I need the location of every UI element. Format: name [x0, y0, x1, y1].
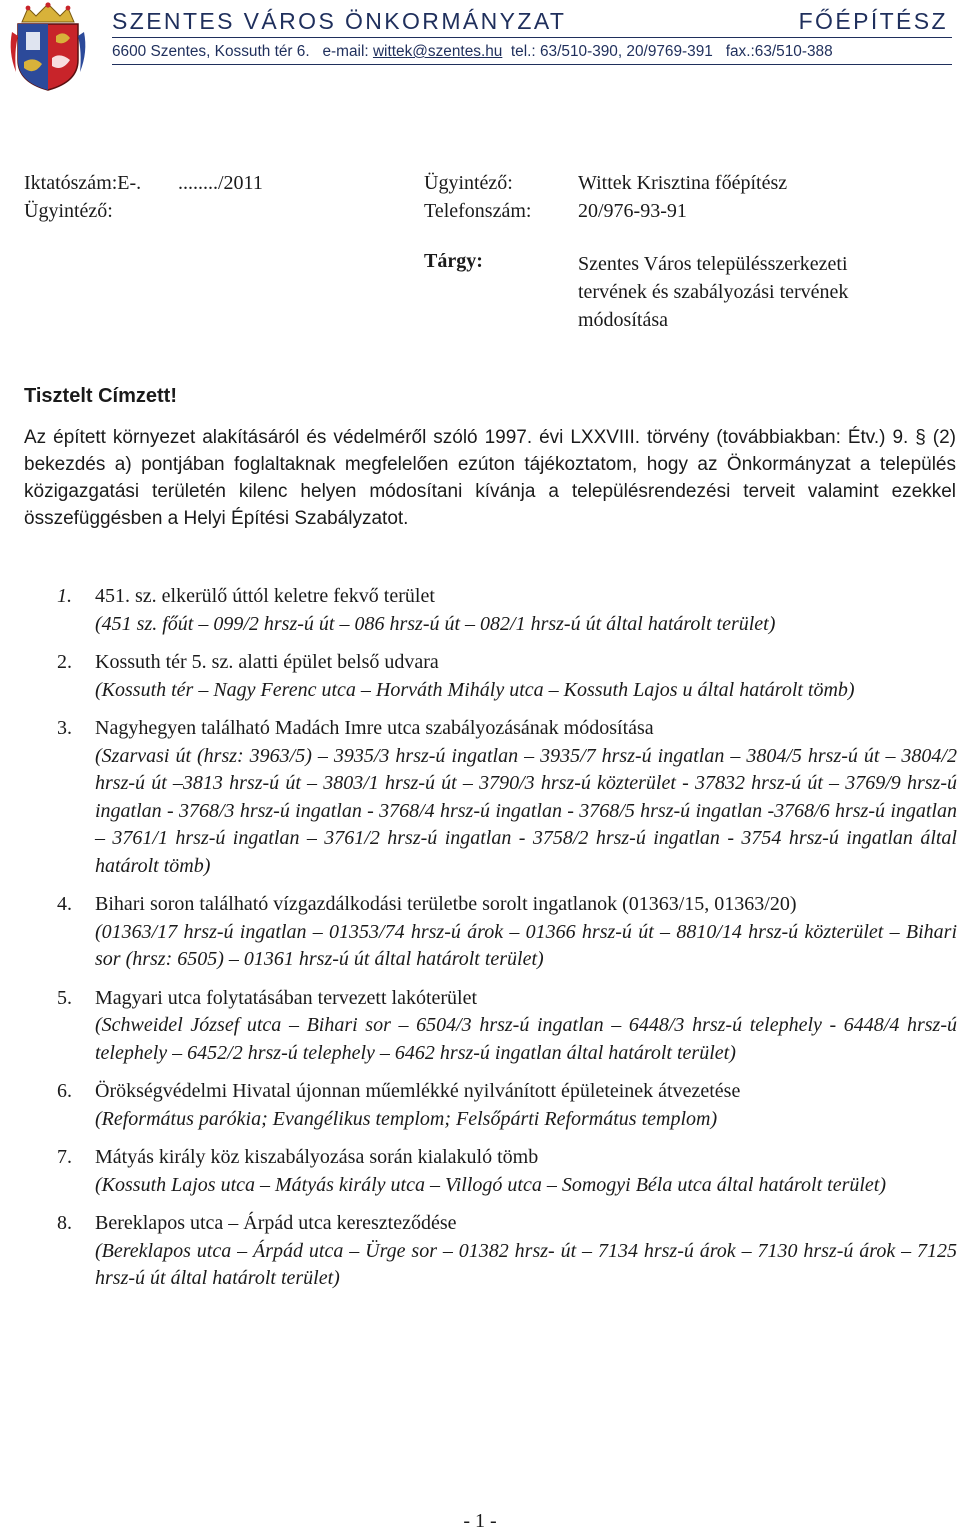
item-title: Örökségvédelmi Hivatal újonnan műemlékké nyilvánított épületeinek átvezetése — [95, 1080, 741, 1102]
item-number: 8. — [57, 1212, 72, 1234]
item-description: (Szarvasi út (hrsz: 3963/5) – 3935/3 hrsz-ú ingatlan – 3935/7 hrsz-ú ingatlan – 3804/5 hrsz-ú út – 3804/2 hrsz-ú út –3813 hrsz-ú út – 3803/1 hrsz-ú út – 3790/3 hrsz-ú közterület - 37832 hrsz-ú út – 3769/9 hrsz-ú ingatlan - 3768/3 hrsz-ú ingatlan - 3768/4 hrsz-ú ingatlan - 3768/5 hrsz-ú ingatlan -3768/6 hrsz-ú ingatlan – 3761/1 hrsz-ú ingatlan – 3761/2 hrsz-ú ingatlan - 3758/2 hrsz-ú ingatlan - 3754 hrsz-ú ingatlan által határolt tömb) — [95, 744, 957, 877]
item-title: 451. sz. elkerülő úttól keletre fekvő terület — [95, 585, 435, 607]
item-description: (Bereklapos utca – Árpád utca – Ürge sor – 01382 hrsz- út – 7134 hrsz-ú árok – 7130 hrsz-ú árok – 7125 hrsz-ú út által határolt terület) — [95, 1239, 957, 1289]
modification-list — [0, 583, 960, 1293]
list-item — [0, 891, 957, 974]
telefon-label: Telefonszám: — [424, 200, 532, 222]
item-title: Magyari utca folytatásában tervezett lakóterület — [95, 986, 478, 1009]
item-title: Bihari soron található vízgazdálkodási területbe sorolt ingatlanok (01363/15, 01363/20) — [95, 893, 797, 915]
item-description: (01363/17 hrsz-ú ingatlan – 01353/74 hrsz-ú árok – 01366 hrsz-ú út – 8810/14 hrsz-ú közterület – Bihari sor (hrsz: 6505) – 01361 hrsz-ú út által határolt terület) — [95, 920, 957, 970]
coat-of-arms-icon — [8, 2, 88, 92]
item-description: (Kossuth tér – Nagy Ferenc utca – Horváth Mihály utca – Kossuth Lajos u által határolt tömb) — [95, 678, 855, 701]
list-item — [0, 649, 957, 704]
address: 6600 Szentes, Kossuth tér 6. — [112, 43, 310, 60]
list-item — [0, 583, 957, 638]
item-number: 2. — [57, 651, 72, 673]
contact-line — [112, 43, 833, 61]
email-label: e-mail: — [322, 43, 369, 60]
item-number: 4. — [57, 893, 72, 915]
letterhead-top-rule — [112, 37, 952, 38]
item-number: 3. — [57, 717, 72, 739]
item-title: Kossuth tér 5. sz. alatti épület belső udvara — [95, 651, 439, 673]
ugyintezo-left-label: Ügyintéző: — [24, 200, 113, 222]
phone: tel.: 63/510-390, 20/9769-391 — [510, 43, 713, 60]
item-number: 5. — [57, 986, 72, 1009]
ugyintezo-value: Wittek Krisztina főépítész — [578, 172, 788, 194]
list-item — [0, 985, 957, 1068]
item-description: (451 sz. főút – 099/2 hrsz-ú út – 086 hrsz-ú út – 082/1 hrsz-ú út által határolt terület) — [95, 612, 776, 635]
targy-line: Szentes Város településszerkezeti — [578, 253, 848, 275]
page-number: - 1 - — [463, 1510, 497, 1532]
email-link[interactable]: wittek@szentes.hu — [372, 43, 503, 60]
item-number: 1. — [57, 585, 72, 607]
department-name: FŐÉPÍTÉSZ — [798, 8, 948, 34]
salutation: Tisztelt Címzett! — [24, 385, 177, 407]
item-title: Mátyás király köz kiszabályozása során kialakuló tömb — [95, 1146, 539, 1168]
letterhead-bottom-rule — [112, 64, 952, 65]
targy-line: tervének és szabályozási tervének — [578, 281, 849, 303]
list-item — [0, 1144, 957, 1199]
iktatoszam-value: ......../2011 — [178, 172, 263, 194]
list-item — [0, 1210, 957, 1293]
item-number: 7. — [57, 1146, 72, 1168]
list-item — [0, 1078, 957, 1133]
targy-label: Tárgy: — [424, 250, 483, 272]
item-description: (Református parókia; Evangélikus templom; Felsőpárti Református templom) — [95, 1107, 718, 1130]
item-number: 6. — [57, 1080, 72, 1102]
item-description: (Schweidel József utca – Bihari sor – 6504/3 hrsz-ú ingatlan – 6448/3 hrsz-ú telephely - 6448/4 hrsz-ú telephely – 6452/2 hrsz-ú telephely – 6462 hrsz-ú ingatlan által határolt terület) — [95, 1014, 957, 1064]
item-title: Bereklapos utca – Árpád utca kereszteződése — [95, 1212, 457, 1234]
item-description: (Kossuth Lajos utca – Mátyás király utca – Villogó utca – Somogyi Béla utca által határolt terület) — [95, 1173, 887, 1196]
targy-line: módosítása — [578, 309, 668, 331]
telefon-value: 20/976-93-91 — [578, 200, 687, 222]
intro-paragraph: Az épített környezet alakításáról és védelméről szóló 1997. évi LXXVIII. törvény (továbbiakban: Étv.) 9. § (2) bekezdés a) pontjában foglaltaknak megfelelően ezúton tájékoztatom, hogy az Önkormányzat a település közigazgatási területén kilenc helyen módosítani kívánja a településrendezési terveit valamint ezekkel összefüggésben a Helyi Építési Szabályzatot. — [24, 427, 956, 529]
ugyintezo-label: Ügyintéző: — [424, 172, 513, 194]
targy-value — [578, 250, 938, 334]
iktatoszam-label: Iktatószám:E-. — [24, 172, 142, 194]
item-title: Nagyhegyen található Madách Imre utca szabályozásának módosítása — [95, 717, 654, 739]
fax: fax.:63/510-388 — [725, 43, 833, 60]
organization-name: SZENTES VÁROS ÖNKORMÁNYZAT — [112, 8, 567, 34]
list-item — [0, 715, 957, 880]
